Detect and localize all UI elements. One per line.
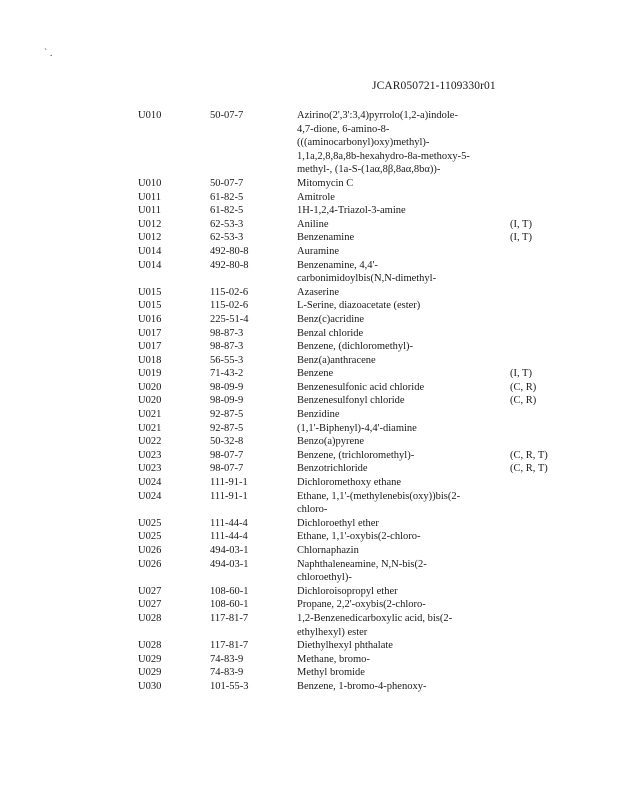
- substance-name-line: Methane, bromo-: [297, 653, 370, 665]
- cas-number: 115-02-6: [210, 286, 249, 298]
- substance-name: [297, 408, 503, 422]
- substance-name: [297, 177, 503, 191]
- cas-number: 74-83-9: [210, 653, 244, 665]
- table-row: [0, 585, 618, 599]
- hazard-code: (C, R): [510, 381, 537, 393]
- table-row: [0, 354, 618, 368]
- substance-name-line: (1,1'-Biphenyl)-4,4'-diamine: [297, 422, 417, 434]
- hazard-code: (C, R): [510, 395, 537, 407]
- substance-name-line: Benzene, (dichloromethyl)-: [297, 341, 414, 353]
- substance-name: [297, 327, 503, 341]
- substance-name-line: L-Serine, diazoacetate (ester): [297, 300, 421, 312]
- waste-code: U030: [138, 680, 162, 692]
- cas-number: 50-32-8: [210, 436, 244, 448]
- substance-name-line: Mitomycin C: [297, 177, 354, 189]
- waste-code: U015: [138, 300, 162, 312]
- waste-code: U021: [138, 422, 162, 434]
- substance-name-line: Benzenesulfonic acid chloride: [297, 381, 425, 393]
- cas-number: 92-87-5: [210, 409, 244, 421]
- waste-code: U010: [138, 110, 162, 121]
- waste-code: U026: [138, 558, 162, 570]
- substance-name-line: Azaserine: [297, 286, 339, 298]
- substance-name-line: chloroethyl)-: [297, 572, 352, 584]
- table-row: [0, 394, 618, 408]
- substance-name: [297, 286, 503, 300]
- substance-name-line: Benzenesulfonyl chloride: [297, 395, 405, 407]
- substance-name-line: Benz(a)anthracene: [297, 354, 376, 366]
- table-row: [0, 517, 618, 531]
- substance-name: [297, 449, 503, 463]
- substance-name-line: Benzene: [297, 368, 334, 380]
- cas-number: 492-80-8: [210, 245, 249, 257]
- hazard-code: (C, R, T): [510, 449, 548, 461]
- substance-name: [297, 435, 503, 449]
- substance-name-line: Benzenamine: [297, 232, 355, 244]
- waste-code: U026: [138, 545, 162, 556]
- table-row: [0, 435, 618, 449]
- waste-code: U020: [138, 381, 162, 393]
- substance-name-line: Dichloroisopropyl ether: [297, 585, 398, 597]
- table-row: [0, 259, 618, 286]
- substance-name-line: Dichloroethyl ether: [297, 517, 379, 529]
- substance-name: [297, 259, 503, 286]
- substance-name-line: Ethane, 1,1'-(methylenebis(oxy))bis(2-: [297, 490, 461, 502]
- substance-name-line: chloro-: [297, 504, 328, 516]
- waste-code: U023: [138, 449, 162, 461]
- waste-code: U017: [138, 327, 162, 339]
- waste-code: U022: [138, 436, 162, 448]
- substance-name: [297, 476, 503, 490]
- substance-name-line: Benzenamine, 4,4'-: [297, 259, 378, 271]
- table-row: [0, 177, 618, 191]
- substance-name-line: Azirino(2',3':3,4)pyrrolo(1,2-a)indole-: [297, 110, 458, 121]
- waste-code: U011: [138, 205, 161, 217]
- cas-number: 117-81-7: [210, 640, 249, 652]
- substance-name-line: Diethylhexyl phthalate: [297, 640, 393, 652]
- substance-name-line: Benzene, (trichloromethyl)-: [297, 449, 415, 461]
- substance-name: [297, 680, 503, 694]
- substance-name-line: 4,7-dione, 6-amino-8-: [297, 123, 390, 135]
- cas-number: 74-83-9: [210, 667, 244, 679]
- substance-name: [297, 394, 503, 408]
- waste-code: U029: [138, 653, 162, 665]
- table-row: [0, 218, 618, 232]
- table-row: [0, 286, 618, 300]
- cas-number: 50-07-7: [210, 177, 244, 189]
- substance-name: [297, 585, 503, 599]
- substance-name-line: 1,1a,2,8,8a,8b-hexahydro-8a-methoxy-5-: [297, 150, 470, 162]
- waste-code: U021: [138, 409, 162, 421]
- substance-name: [297, 299, 503, 313]
- table-row: [0, 653, 618, 667]
- substance-name: [297, 490, 503, 517]
- hazard-code: (I, T): [510, 218, 532, 230]
- cas-number: 111-44-4: [210, 531, 248, 543]
- waste-code: U027: [138, 585, 162, 597]
- substance-name: [297, 367, 503, 381]
- waste-code: U024: [138, 490, 162, 502]
- cas-number: 492-80-8: [210, 259, 249, 271]
- substance-name: [297, 666, 503, 680]
- substance-name-line: Aniline: [297, 218, 329, 230]
- table-row: [0, 381, 618, 395]
- table-row: [0, 544, 618, 558]
- substance-name: [297, 109, 503, 177]
- waste-code: U016: [138, 313, 162, 325]
- waste-code: U025: [138, 517, 162, 529]
- substance-name-line: Benzene, 1-bromo-4-phenoxy-: [297, 680, 427, 692]
- waste-code: U012: [138, 218, 162, 230]
- table-row: [0, 490, 618, 517]
- substance-name-line: Benzo(a)pyrene: [297, 436, 365, 448]
- substance-name: [297, 340, 503, 354]
- substance-name-line: Benzidine: [297, 409, 340, 421]
- cas-number: 62-53-3: [210, 218, 244, 230]
- table-row: [0, 327, 618, 341]
- waste-code: U029: [138, 667, 162, 679]
- cas-number: 98-87-3: [210, 341, 244, 353]
- table-row: [0, 109, 618, 177]
- substance-name-line: 1H-1,2,4-Triazol-3-amine: [297, 205, 406, 217]
- table-row: [0, 245, 618, 259]
- waste-code: U028: [138, 612, 162, 624]
- waste-code: U028: [138, 640, 162, 652]
- table-row: [0, 231, 618, 245]
- cas-number: 50-07-7: [210, 110, 244, 121]
- waste-code: U024: [138, 477, 162, 489]
- cas-number: 494-03-1: [210, 545, 249, 556]
- table-row: [0, 204, 618, 218]
- table-row: [0, 639, 618, 653]
- hazard-code: (C, R, T): [510, 463, 548, 475]
- cas-number: 98-09-9: [210, 395, 244, 407]
- table-row: [0, 340, 618, 354]
- table-row: [0, 449, 618, 463]
- cas-number: 494-03-1: [210, 558, 249, 570]
- waste-code: U018: [138, 354, 162, 366]
- substance-name: [297, 544, 503, 558]
- cas-number: 71-43-2: [210, 368, 244, 380]
- substance-name: [297, 517, 503, 531]
- table-row: [0, 558, 618, 585]
- substance-name-line: Benzal chloride: [297, 327, 364, 339]
- substance-name: [297, 598, 503, 612]
- substance-name: [297, 204, 503, 218]
- substance-name: [297, 530, 503, 544]
- substance-name: [297, 462, 503, 476]
- substance-name-line: 1,2-Benzenedicarboxylic acid, bis(2-: [297, 612, 453, 624]
- cas-number: 92-87-5: [210, 422, 244, 434]
- substance-name: [297, 218, 503, 232]
- waste-code: U012: [138, 232, 162, 244]
- table-row: [0, 680, 618, 694]
- substance-name-line: Benzotrichloride: [297, 463, 368, 475]
- table-row: [0, 666, 618, 680]
- table-row: [0, 313, 618, 327]
- cas-number: 115-02-6: [210, 300, 249, 312]
- corner-scan-mark: ` .: [44, 48, 53, 59]
- cas-number: 61-82-5: [210, 191, 244, 203]
- cas-number: 111-91-1: [210, 490, 248, 502]
- table-row: [0, 476, 618, 490]
- hazardous-waste-table: [0, 109, 618, 694]
- hazard-code: (I, T): [510, 232, 532, 244]
- substance-name: [297, 653, 503, 667]
- table-row: [0, 462, 618, 476]
- table-row: [0, 299, 618, 313]
- waste-code: U011: [138, 191, 161, 203]
- substance-name-line: Amitrole: [297, 191, 335, 203]
- substance-name: [297, 422, 503, 436]
- hazard-code: (I, T): [510, 368, 532, 380]
- substance-name: [297, 313, 503, 327]
- cas-number: 225-51-4: [210, 313, 249, 325]
- substance-name-line: ethylhexyl) ester: [297, 626, 368, 638]
- document-id: JCAR050721-1109330r01: [372, 80, 496, 92]
- substance-name: [297, 612, 503, 639]
- table-row: [0, 530, 618, 544]
- cas-number: 108-60-1: [210, 599, 249, 611]
- waste-code: U014: [138, 245, 162, 257]
- waste-code: U017: [138, 341, 162, 353]
- cas-number: 62-53-3: [210, 232, 244, 244]
- substance-name-line: Dichloromethoxy ethane: [297, 477, 402, 489]
- substance-name-line: Auramine: [297, 245, 339, 257]
- table-row: [0, 367, 618, 381]
- substance-name-line: Naphthaleneamine, N,N-bis(2-: [297, 558, 427, 570]
- substance-name-line: carbonimidoylbis(N,N-dimethyl-: [297, 273, 437, 285]
- substance-name-line: Chlornaphazin: [297, 545, 359, 556]
- waste-code: U023: [138, 463, 162, 475]
- substance-name-line: Benz(c)acridine: [297, 313, 365, 325]
- substance-name: [297, 354, 503, 368]
- substance-name: [297, 231, 503, 245]
- waste-code: U025: [138, 531, 162, 543]
- table-row: [0, 422, 618, 436]
- cas-number: 98-09-9: [210, 381, 244, 393]
- table-row: [0, 612, 618, 639]
- cas-number: 111-91-1: [210, 477, 248, 489]
- substance-name-line: methyl-, (1a-S-(1aα,8β,8aα,8bα))-: [297, 164, 441, 176]
- substance-name: [297, 639, 503, 653]
- table-row: [0, 598, 618, 612]
- cas-number: 56-55-3: [210, 354, 244, 366]
- waste-code: U014: [138, 259, 162, 271]
- cas-number: 98-87-3: [210, 327, 244, 339]
- cas-number: 61-82-5: [210, 205, 244, 217]
- substance-name: [297, 245, 503, 259]
- substance-name-line: Methyl bromide: [297, 667, 365, 679]
- substance-name: [297, 191, 503, 205]
- cas-number: 98-07-7: [210, 463, 244, 475]
- waste-code: U019: [138, 368, 162, 380]
- cas-number: 108-60-1: [210, 585, 249, 597]
- cas-number: 111-44-4: [210, 517, 248, 529]
- waste-code: U020: [138, 395, 162, 407]
- substance-name-line: Propane, 2,2'-oxybis(2-chloro-: [297, 599, 426, 611]
- cas-number: 117-81-7: [210, 612, 249, 624]
- cas-number: 98-07-7: [210, 449, 244, 461]
- waste-code: U015: [138, 286, 162, 298]
- table-row: [0, 408, 618, 422]
- waste-code: U027: [138, 599, 162, 611]
- cas-number: 101-55-3: [210, 680, 249, 692]
- substance-name-line: (((aminocarbonyl)oxy)methyl)-: [297, 137, 430, 149]
- substance-name-line: Ethane, 1,1'-oxybis(2-chloro-: [297, 531, 421, 543]
- waste-code: U010: [138, 177, 162, 189]
- table-row: [0, 191, 618, 205]
- substance-name: [297, 381, 503, 395]
- substance-name: [297, 558, 503, 585]
